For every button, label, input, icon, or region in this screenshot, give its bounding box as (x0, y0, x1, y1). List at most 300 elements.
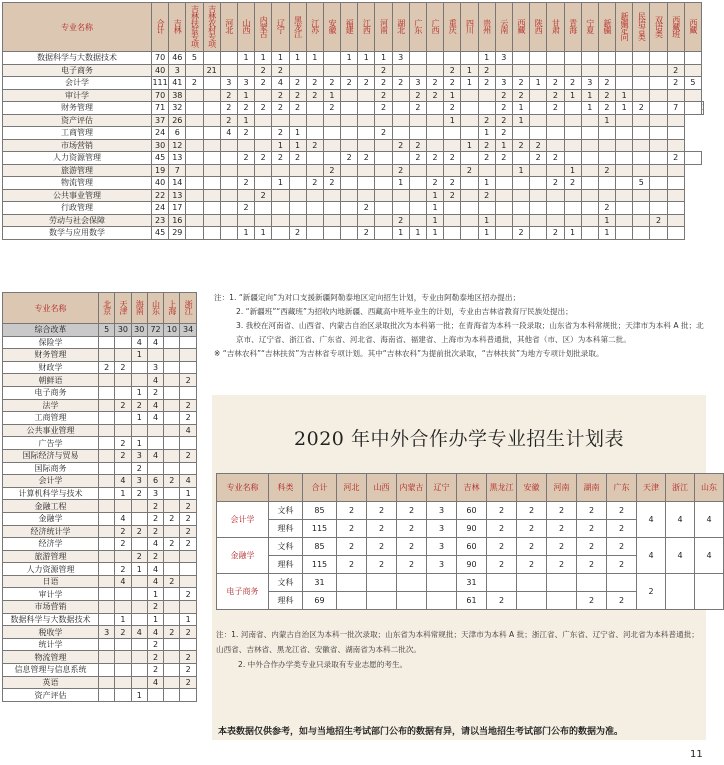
quota-cell (186, 152, 203, 165)
merged-quota-cell: 4 (637, 538, 666, 574)
quota-cell (564, 52, 581, 65)
quota-cell: 1 (427, 227, 444, 240)
quota-cell: 2 (220, 89, 237, 102)
quota-cell (99, 462, 115, 475)
quota-cell (547, 214, 564, 227)
table-row (3, 374, 197, 387)
quota-cell: 1 (564, 89, 581, 102)
column-header: 江西 (358, 3, 375, 52)
major-name: 保险学 (3, 336, 99, 349)
quota-cell (633, 164, 650, 177)
quota-cell: 3 (147, 487, 163, 500)
quota-cell (650, 77, 667, 90)
column-header: 专业名称 (3, 293, 99, 324)
quota-cell (164, 437, 180, 450)
quota-cell: 2 (478, 114, 495, 127)
major-name: 会计学 (3, 475, 99, 488)
quota-cell (272, 214, 289, 227)
quota-cell (99, 437, 115, 450)
column-header: 河北 (220, 3, 237, 52)
track-cell: 理科 (269, 556, 303, 574)
quota-cell (203, 214, 220, 227)
quota-cell: 2 (598, 89, 615, 102)
quota-cell: 2 (131, 487, 147, 500)
quota-cell: 2 (512, 227, 529, 240)
quota-cell: 2 (289, 152, 306, 165)
quota-cell (530, 164, 547, 177)
quota-cell: 2 (147, 386, 163, 399)
major-name: 审计学 (3, 588, 99, 601)
quota-cell (495, 64, 512, 77)
quota-cell: 1 (131, 412, 147, 425)
quota-cell: 3 (392, 52, 409, 65)
quota-cell (99, 349, 115, 362)
quota-cell: 1 (512, 164, 529, 177)
quota-cell: 1 (289, 139, 306, 152)
quota-cell: 2 (272, 102, 289, 115)
quota-cell: 2 (306, 77, 323, 90)
quota-cell (650, 102, 667, 115)
column-header: 合计 (152, 3, 169, 52)
table-row (3, 638, 197, 651)
merged-quota-cell (666, 574, 695, 610)
quota-cell (237, 189, 254, 202)
quota-cell: 4 (131, 336, 147, 349)
quota-cell (633, 114, 650, 127)
quota-cell: 16 (169, 214, 186, 227)
quota-cell (306, 202, 323, 215)
quota-cell (392, 189, 409, 202)
quota-cell: 2 (358, 77, 375, 90)
table-row (3, 114, 704, 127)
column-header: 上海 (164, 293, 180, 324)
quota-cell (512, 127, 529, 140)
quota-cell: 4 (147, 336, 163, 349)
table-row (3, 89, 704, 102)
quota-cell (306, 164, 323, 177)
quota-cell: 2 (147, 651, 163, 664)
quota-cell: 2 (512, 89, 529, 102)
quota-cell (650, 152, 667, 165)
quota-cell (530, 227, 547, 240)
table-row (3, 324, 197, 337)
quota-cell: 2 (577, 556, 607, 574)
column-header: 新疆 (598, 3, 615, 52)
notes-block (214, 291, 704, 361)
quota-cell: 6 (169, 127, 186, 140)
quota-cell: 2 (115, 361, 131, 374)
quota-cell: 2 (180, 512, 196, 525)
column-header: 陕西 (530, 3, 547, 52)
quota-cell (186, 64, 203, 77)
quota-cell: 24 (152, 127, 169, 140)
quota-cell (272, 114, 289, 127)
quota-cell: 4 (147, 626, 163, 639)
quota-cell: 2 (409, 89, 426, 102)
quota-cell: 2 (367, 538, 397, 556)
quota-cell: 19 (152, 164, 169, 177)
quota-cell (99, 336, 115, 349)
column-header: 吉林 (169, 3, 186, 52)
quota-cell (358, 189, 375, 202)
quota-cell (547, 164, 564, 177)
quota-cell: 2 (180, 412, 196, 425)
quota-cell: 2 (147, 664, 163, 677)
quota-cell (186, 89, 203, 102)
column-header: 安徽 (517, 474, 547, 502)
table-row (3, 52, 704, 65)
column-header: 内蒙古 (255, 3, 272, 52)
column-header: 湖南 (577, 474, 607, 502)
quota-cell (99, 525, 115, 538)
quota-cell (564, 127, 581, 140)
quota-cell (598, 189, 615, 202)
quota-cell (530, 114, 547, 127)
quota-cell: 2 (115, 437, 131, 450)
quota-cell (180, 575, 196, 588)
quota-cell (461, 177, 478, 190)
quota-cell: 2 (598, 202, 615, 215)
quota-cell (633, 77, 650, 90)
quota-cell: 2 (341, 152, 358, 165)
disclaimer-text: 本表数据仅供参考，如与当地招生考试部门公布的数据有异，请以当地招生考试部门公布的数据为准。 (218, 727, 624, 737)
quota-cell: 2 (547, 538, 577, 556)
quota-cell: 1 (131, 689, 147, 702)
quota-cell: 1 (427, 202, 444, 215)
quota-cell: 2 (115, 399, 131, 412)
quota-cell (650, 202, 667, 215)
table-row (3, 227, 704, 240)
quota-cell (147, 437, 163, 450)
quota-cell (289, 189, 306, 202)
quota-cell (577, 574, 607, 592)
column-header: 吉林农村专项 (203, 3, 220, 52)
major-name: 工商管理 (3, 127, 152, 140)
quota-cell (289, 177, 306, 190)
quota-cell (358, 164, 375, 177)
quota-cell: 1 (392, 177, 409, 190)
quota-cell: 1 (306, 52, 323, 65)
quota-cell: 2 (478, 64, 495, 77)
quota-cell: 1 (444, 114, 461, 127)
quota-cell (164, 462, 180, 475)
quota-cell: 2 (220, 114, 237, 127)
quota-cell (164, 689, 180, 702)
quota-cell: 1 (323, 89, 340, 102)
quota-cell (375, 189, 392, 202)
quota-cell (358, 177, 375, 190)
quota-cell (495, 164, 512, 177)
quota-cell (478, 202, 495, 215)
quota-cell (115, 664, 131, 677)
quota-cell (341, 89, 358, 102)
quota-cell (164, 651, 180, 664)
quota-cell: 1 (598, 227, 615, 240)
quota-cell (180, 601, 196, 614)
quota-cell: 4 (131, 626, 147, 639)
quota-cell (289, 64, 306, 77)
quota-cell (164, 563, 180, 576)
major-name: 朝鲜语 (3, 374, 99, 387)
column-header: 科类 (269, 474, 303, 502)
quota-cell (392, 127, 409, 140)
quota-cell (289, 214, 306, 227)
quota-cell (427, 102, 444, 115)
quota-cell: 2 (495, 152, 512, 165)
quota-cell: 5 (99, 324, 115, 337)
quota-cell (341, 139, 358, 152)
quota-cell (164, 361, 180, 374)
quota-cell: 29 (169, 227, 186, 240)
quota-cell: 2 (530, 152, 547, 165)
quota-cell: 38 (169, 89, 186, 102)
quota-cell: 2 (547, 102, 564, 115)
quota-cell (650, 64, 667, 77)
table-row (3, 525, 197, 538)
quota-cell (115, 638, 131, 651)
quota-cell (581, 189, 598, 202)
quota-cell (392, 202, 409, 215)
quota-cell: 1 (478, 52, 495, 65)
quota-cell (530, 52, 547, 65)
quota-cell: 2 (237, 177, 254, 190)
column-header: 内蒙古 (397, 474, 427, 502)
quota-cell: 4 (272, 77, 289, 90)
quota-cell: 69 (303, 592, 337, 610)
quota-cell (564, 64, 581, 77)
quota-cell (530, 214, 547, 227)
quota-cell (461, 127, 478, 140)
quota-cell (530, 202, 547, 215)
quota-cell (616, 214, 633, 227)
quota-cell (131, 538, 147, 551)
quota-cell: 61 (457, 592, 487, 610)
quota-cell (409, 214, 426, 227)
quota-cell: 2 (180, 500, 196, 513)
quota-cell (512, 214, 529, 227)
quota-cell (581, 52, 598, 65)
quota-cell (616, 52, 633, 65)
quota-cell (633, 152, 650, 165)
quota-cell: 2 (272, 64, 289, 77)
quota-cell: 2 (427, 152, 444, 165)
quota-cell (427, 574, 457, 592)
quota-cell (547, 574, 577, 592)
column-header: 辽宁 (427, 474, 457, 502)
quota-cell: 1 (392, 227, 409, 240)
quota-cell (306, 64, 323, 77)
quota-cell (341, 127, 358, 140)
quota-cell: 1 (255, 52, 272, 65)
major-name: 市场营销 (3, 601, 99, 614)
quota-cell (220, 227, 237, 240)
coop-plan-table (216, 473, 724, 610)
quota-cell (547, 64, 564, 77)
track-cell: 理科 (269, 520, 303, 538)
quota-cell: 3 (220, 77, 237, 90)
quota-cell: 2 (607, 520, 637, 538)
major-name: 计算机科学与技术 (3, 487, 99, 500)
quota-cell (461, 189, 478, 202)
quota-cell (306, 227, 323, 240)
quota-cell: 2 (444, 77, 461, 90)
quota-cell: 1 (616, 102, 633, 115)
quota-cell: 2 (272, 89, 289, 102)
quota-cell: 3 (131, 449, 147, 462)
quota-cell (99, 651, 115, 664)
quota-cell (337, 574, 367, 592)
quota-cell (650, 189, 667, 202)
table-row (3, 349, 197, 362)
quota-cell: 2 (131, 525, 147, 538)
quota-cell: 2 (164, 538, 180, 551)
quota-cell (478, 102, 495, 115)
major-name: 旅游管理 (3, 164, 152, 177)
table-row (3, 664, 197, 677)
column-header: 黑龙江 (289, 3, 306, 52)
quota-cell: 2 (495, 114, 512, 127)
column-header: 湖北 (392, 3, 409, 52)
quota-cell (547, 52, 564, 65)
quota-cell (180, 361, 196, 374)
quota-cell (164, 588, 180, 601)
quota-cell (375, 214, 392, 227)
quota-cell: 4 (115, 475, 131, 488)
quota-cell (512, 64, 529, 77)
quota-cell (397, 592, 427, 610)
quota-cell (616, 152, 633, 165)
quota-cell: 2 (337, 538, 367, 556)
quota-cell (392, 114, 409, 127)
quota-cell (564, 102, 581, 115)
quota-cell (667, 202, 684, 215)
quota-cell: 2 (487, 556, 517, 574)
quota-cell (99, 475, 115, 488)
quota-cell (237, 214, 254, 227)
quota-cell (186, 164, 203, 177)
quota-cell (237, 139, 254, 152)
major-name: 税收学 (3, 626, 99, 639)
quota-cell: 2 (547, 152, 564, 165)
quota-cell: 3 (169, 64, 186, 77)
quota-cell: 4 (180, 475, 196, 488)
quota-cell (323, 214, 340, 227)
quota-cell (180, 550, 196, 563)
major-name: 公共事业管理 (3, 189, 152, 202)
quota-cell (547, 189, 564, 202)
quota-cell (323, 152, 340, 165)
quota-cell: 2 (495, 127, 512, 140)
quota-cell: 2 (564, 77, 581, 90)
quota-cell (650, 127, 667, 140)
quota-cell (99, 374, 115, 387)
quota-cell: 2 (427, 89, 444, 102)
quota-cell: 2 (180, 651, 196, 664)
quota-cell (616, 127, 633, 140)
quota-cell: 2 (131, 462, 147, 475)
major-name: 经济统计学 (3, 525, 99, 538)
column-header: 天津 (115, 293, 131, 324)
quota-cell (581, 139, 598, 152)
quota-cell (220, 152, 237, 165)
quota-cell (427, 139, 444, 152)
table-row (3, 575, 197, 588)
major-name: 资产评估 (3, 114, 152, 127)
quota-cell (115, 689, 131, 702)
quota-cell (392, 102, 409, 115)
quota-cell: 1 (341, 52, 358, 65)
quota-cell: 2 (289, 227, 306, 240)
table-row (3, 626, 197, 639)
track-cell: 文科 (269, 502, 303, 520)
quota-cell (667, 114, 684, 127)
quota-cell (495, 214, 512, 227)
quota-cell: 4 (180, 424, 196, 437)
quota-cell (220, 214, 237, 227)
quota-cell: 2 (495, 89, 512, 102)
quota-cell (512, 202, 529, 215)
quota-cell (409, 164, 426, 177)
quota-cell (633, 52, 650, 65)
quota-cell: 90 (457, 556, 487, 574)
quota-cell (427, 127, 444, 140)
quota-cell (547, 592, 577, 610)
quota-cell: 34 (180, 324, 196, 337)
quota-cell: 2 (517, 556, 547, 574)
table-row (3, 538, 197, 551)
quota-cell (99, 638, 115, 651)
quota-cell: 7 (667, 102, 684, 115)
table-row (217, 574, 724, 592)
column-header: 重庆 (444, 3, 461, 52)
major-name: 经济学 (3, 538, 99, 551)
quota-cell (255, 214, 272, 227)
quota-cell (115, 412, 131, 425)
quota-cell (616, 202, 633, 215)
quota-cell (341, 164, 358, 177)
quota-cell (341, 214, 358, 227)
quota-cell: 2 (115, 626, 131, 639)
table-row (3, 676, 197, 689)
quota-cell: 30 (131, 324, 147, 337)
quota-cell: 1 (478, 227, 495, 240)
quota-cell (220, 52, 237, 65)
quota-cell: 2 (237, 202, 254, 215)
quota-cell (220, 164, 237, 177)
quota-cell (203, 52, 220, 65)
quota-cell: 2 (272, 127, 289, 140)
quota-cell (478, 164, 495, 177)
quota-cell: 1 (598, 114, 615, 127)
quota-cell (375, 227, 392, 240)
quota-cell (237, 64, 254, 77)
quota-cell (667, 227, 684, 240)
quota-cell (650, 177, 667, 190)
quota-cell: 1 (375, 52, 392, 65)
column-header: 吉林扶贫专项 (186, 3, 203, 52)
quota-cell (530, 127, 547, 140)
quota-cell (358, 127, 375, 140)
major-name: 数据科学与大数据技术 (3, 613, 99, 626)
quota-cell (180, 563, 196, 576)
quota-cell (341, 114, 358, 127)
quota-cell: 2 (180, 664, 196, 677)
table-row (3, 487, 197, 500)
quota-cell (375, 202, 392, 215)
quota-cell: 2 (478, 139, 495, 152)
quota-cell (684, 102, 701, 115)
quota-cell: 1 (598, 214, 615, 227)
